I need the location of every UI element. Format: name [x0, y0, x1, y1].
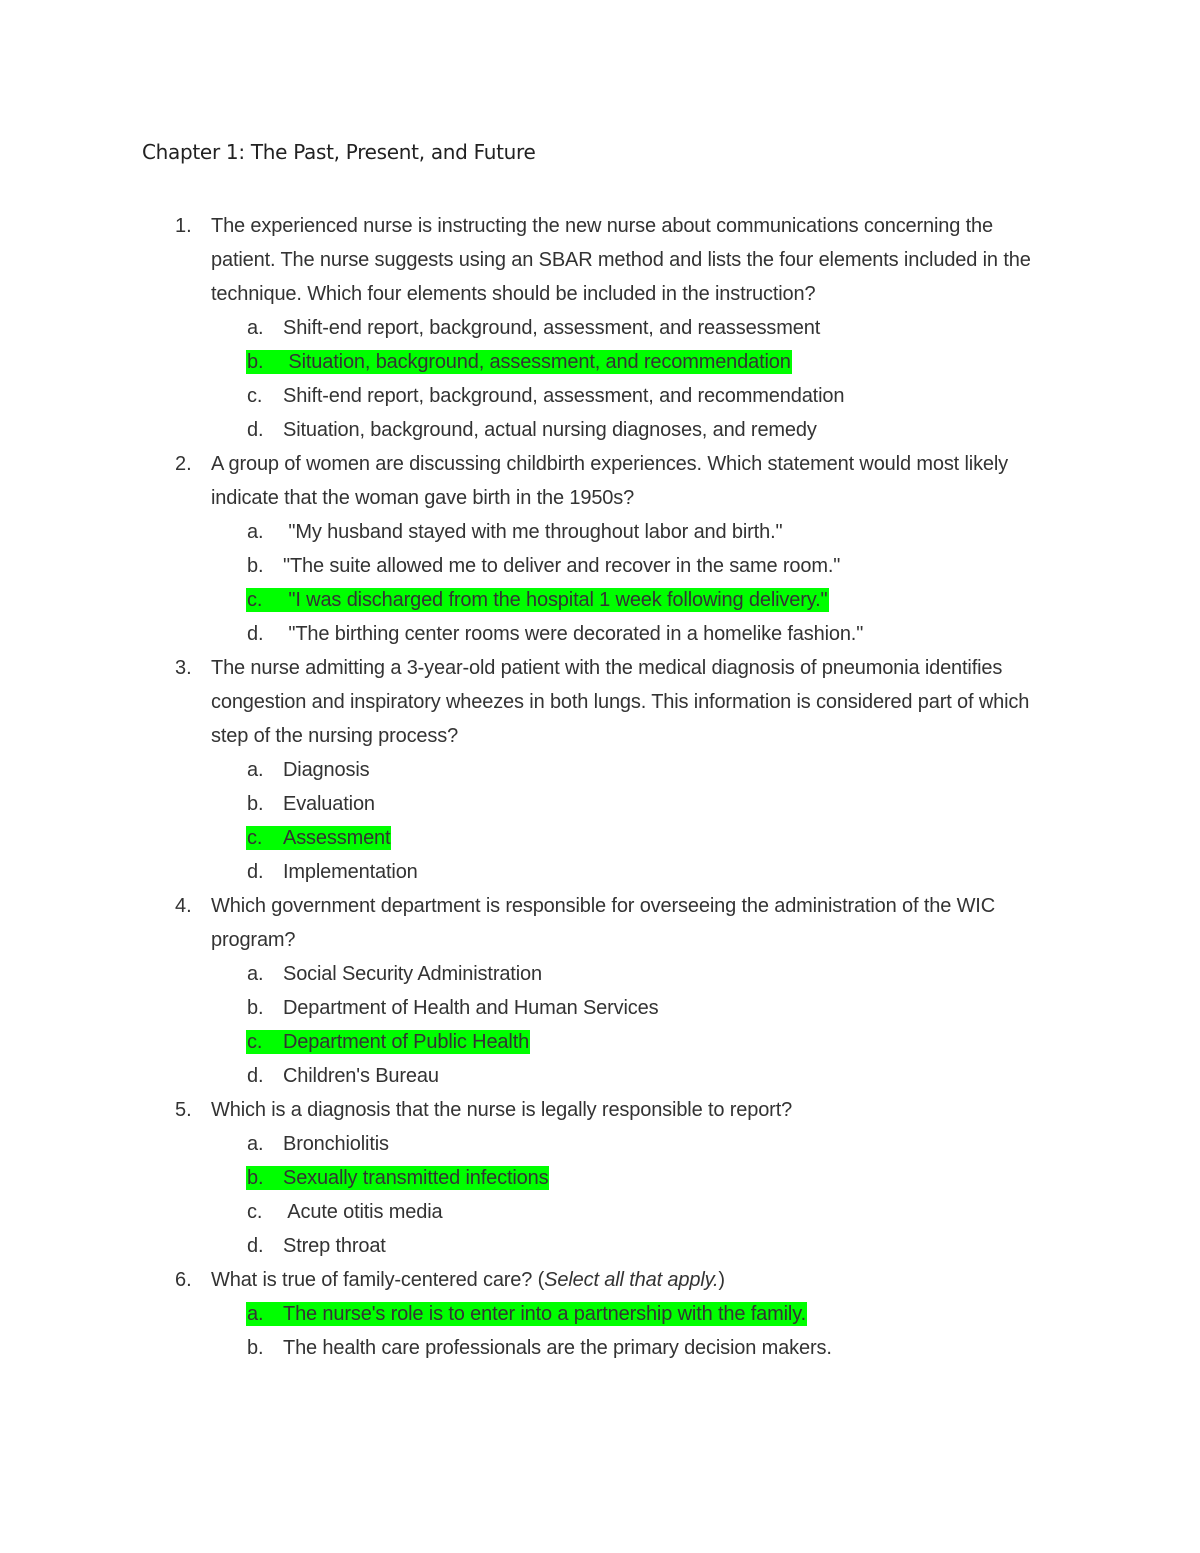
question-number: 4. — [175, 895, 192, 917]
correct-answer-highlight — [246, 1166, 549, 1190]
option-letter: d. — [247, 1235, 264, 1257]
answer-option — [0, 1331, 1200, 1365]
option-letter: b. — [247, 351, 264, 373]
option-letter: a. — [247, 1133, 264, 1155]
option-text: "My husband stayed with me throughout labor and birth." — [283, 521, 783, 543]
question-number: 6. — [175, 1269, 192, 1291]
option-letter: a. — [247, 963, 264, 985]
answer-option — [0, 1195, 1200, 1229]
option-letter: a. — [247, 317, 264, 339]
option-text: Children's Bureau — [283, 1065, 439, 1087]
option-text: The health care professionals are the primary decision makers. — [283, 1337, 832, 1359]
answer-option-correct — [0, 821, 1200, 855]
option-text: Situation, background, actual nursing diagnoses, and remedy — [283, 419, 817, 441]
question-item — [0, 1263, 1200, 1365]
question-list — [0, 209, 1200, 1365]
answer-option — [0, 855, 1200, 889]
question-text: A group of women are discussing childbirth experiences. Which statement would most likely indicate that the woman gave birth in the 1950s? — [211, 453, 1009, 509]
question-text: Which is a diagnosis that the nurse is legally responsible to report? — [211, 1099, 793, 1121]
answer-option-correct — [0, 1297, 1200, 1331]
correct-answer-highlight — [246, 1030, 530, 1054]
chapter-title: Chapter 1: The Past, Present, and Future — [142, 140, 536, 164]
answer-option — [0, 549, 1200, 583]
answer-option-correct — [0, 1161, 1200, 1195]
option-text: Situation, background, assessment, and recommendation — [283, 351, 791, 373]
answer-option — [0, 957, 1200, 991]
option-letter: c. — [247, 827, 263, 849]
option-letter: a. — [247, 521, 264, 543]
option-letter: b. — [247, 555, 264, 577]
correct-answer-highlight — [246, 826, 391, 850]
question-text-emphasis: Select all that apply. — [544, 1269, 719, 1291]
option-letter: b. — [247, 793, 264, 815]
question-text: Which government department is responsible for overseeing the administration of the WIC program? — [211, 895, 996, 951]
answer-option — [0, 991, 1200, 1025]
answer-options — [0, 753, 1200, 889]
answer-option-correct — [0, 583, 1200, 617]
option-text: Bronchiolitis — [283, 1133, 389, 1155]
option-text: "The suite allowed me to deliver and recover in the same room." — [283, 555, 841, 577]
option-letter: d. — [247, 419, 264, 441]
answer-option — [0, 515, 1200, 549]
option-letter: c. — [247, 589, 263, 611]
answer-options — [0, 515, 1200, 651]
option-letter: c. — [247, 1201, 263, 1223]
correct-answer-highlight — [246, 588, 829, 612]
answer-option — [0, 1229, 1200, 1263]
option-text: Shift-end report, background, assessment, and reassessment — [283, 317, 821, 339]
answer-option — [0, 753, 1200, 787]
question-text-main: What is true of family-centered care? ( — [211, 1269, 545, 1291]
answer-options — [0, 1297, 1200, 1365]
answer-options — [0, 957, 1200, 1093]
option-letter: a. — [247, 759, 264, 781]
option-text: The nurse's role is to enter into a partnership with the family. — [283, 1303, 806, 1325]
option-text: Shift-end report, background, assessment, and recommendation — [283, 385, 845, 407]
answer-option — [0, 787, 1200, 821]
option-text: Assessment — [283, 827, 391, 849]
option-text: "The birthing center rooms were decorated in a homelike fashion." — [283, 623, 864, 645]
answer-option — [0, 413, 1200, 447]
question-item — [0, 209, 1200, 447]
option-letter: d. — [247, 1065, 264, 1087]
option-text: Social Security Administration — [283, 963, 542, 985]
question-item — [0, 447, 1200, 651]
question-text-suffix: ) — [718, 1269, 725, 1291]
option-text: Department of Public Health — [283, 1031, 530, 1053]
answer-option — [0, 1127, 1200, 1161]
answer-option — [0, 1059, 1200, 1093]
answer-option — [0, 617, 1200, 651]
option-letter: d. — [247, 623, 264, 645]
question-number: 5. — [175, 1099, 192, 1121]
option-letter: b. — [247, 1167, 264, 1189]
correct-answer-highlight — [246, 1302, 807, 1326]
answer-options — [0, 1127, 1200, 1263]
question-item — [0, 889, 1200, 1093]
option-letter: c. — [247, 385, 263, 407]
option-text: Implementation — [283, 861, 418, 883]
question-number: 2. — [175, 453, 192, 475]
question-text: The nurse admitting a 3-year-old patient with the medical diagnosis of pneumonia identifies congestion and inspiratory wheezes in both lungs. This information is considered part of which step of the nursing process? — [211, 657, 1030, 747]
option-letter: c. — [247, 1031, 263, 1053]
option-letter: b. — [247, 997, 264, 1019]
answer-option-correct — [0, 1025, 1200, 1059]
question-text — [211, 1263, 1061, 1297]
option-text: Department of Health and Human Services — [283, 997, 659, 1019]
option-text: Strep throat — [283, 1235, 386, 1257]
option-text: Acute otitis media — [283, 1201, 443, 1223]
question-number: 3. — [175, 657, 192, 679]
option-text: Sexually transmitted infections — [283, 1167, 549, 1189]
answer-option — [0, 379, 1200, 413]
question-text: The experienced nurse is instructing the new nurse about communications concerning the patient. The nurse suggests using an SBAR method and lists the four elements included in the technique. Which four elements should be included in the instruction? — [211, 215, 1031, 305]
option-letter: a. — [247, 1303, 264, 1325]
answer-option — [0, 311, 1200, 345]
question-item — [0, 651, 1200, 889]
option-letter: d. — [247, 861, 264, 883]
option-letter: b. — [247, 1337, 264, 1359]
option-text: Evaluation — [283, 793, 375, 815]
option-text: Diagnosis — [283, 759, 370, 781]
option-text: "I was discharged from the hospital 1 week following delivery." — [283, 589, 828, 611]
answer-option-correct — [0, 345, 1200, 379]
question-item — [0, 1093, 1200, 1263]
question-number: 1. — [175, 215, 192, 237]
correct-answer-highlight — [246, 350, 792, 374]
answer-options — [0, 311, 1200, 447]
